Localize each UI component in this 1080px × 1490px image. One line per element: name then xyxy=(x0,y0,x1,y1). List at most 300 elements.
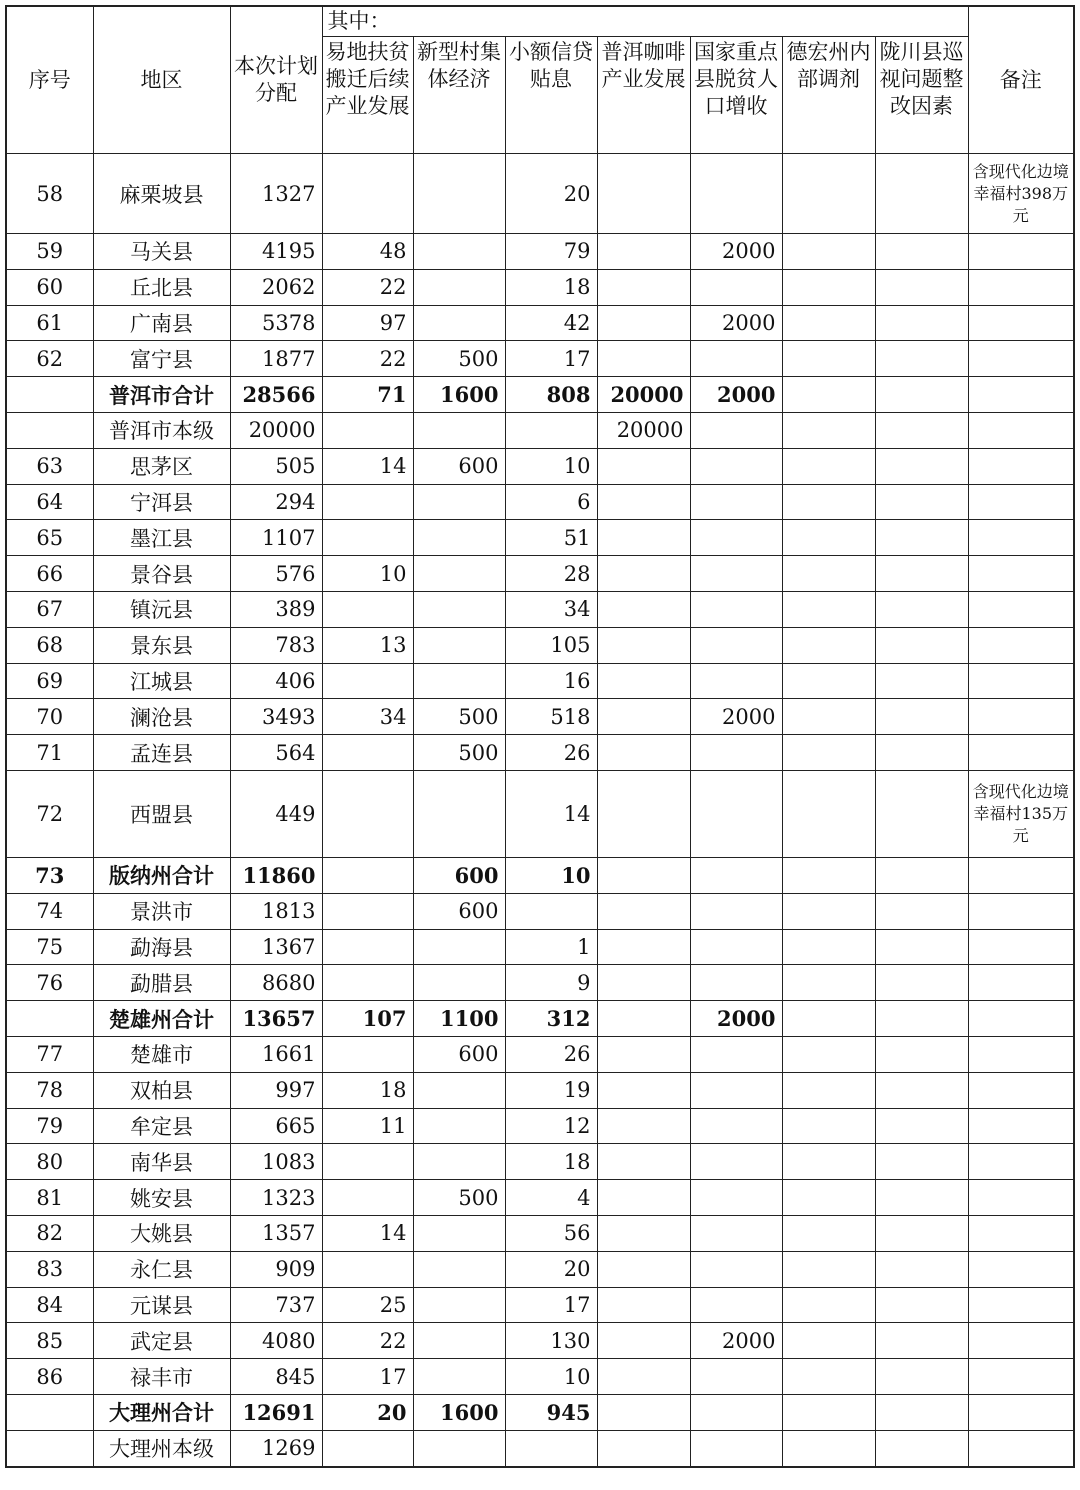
cell-total: 1269 xyxy=(230,1430,322,1466)
cell-seq: 85 xyxy=(6,1323,93,1359)
cell-relocation xyxy=(322,154,413,234)
cell-microcredit: 18 xyxy=(505,269,597,305)
cell-remark xyxy=(968,341,1074,377)
cell-total: 909 xyxy=(230,1251,322,1287)
cell-remark xyxy=(968,305,1074,341)
cell-total: 1083 xyxy=(230,1144,322,1180)
cell-remark xyxy=(968,484,1074,520)
cell-relocation xyxy=(322,1251,413,1287)
cell-microcredit: 1 xyxy=(505,929,597,965)
cell-seq: 84 xyxy=(6,1287,93,1323)
cell-relocation xyxy=(322,929,413,965)
cell-collective xyxy=(413,1108,505,1144)
cell-longchuan xyxy=(875,234,968,270)
cell-remark xyxy=(968,965,1074,1001)
header-dehong-adjust: 德宏州内部调剂 xyxy=(782,37,875,154)
cell-dehong xyxy=(782,341,875,377)
cell-microcredit: 20 xyxy=(505,1251,597,1287)
cell-total: 1323 xyxy=(230,1180,322,1216)
cell-coffee xyxy=(597,663,690,699)
cell-longchuan xyxy=(875,663,968,699)
cell-microcredit: 17 xyxy=(505,1287,597,1323)
cell-longchuan xyxy=(875,1108,968,1144)
cell-key-county xyxy=(690,1359,782,1395)
cell-region: 楚雄州合计 xyxy=(93,1001,230,1037)
cell-longchuan xyxy=(875,1180,968,1216)
cell-collective xyxy=(413,965,505,1001)
cell-collective xyxy=(413,1430,505,1466)
header-key-county-income: 国家重点县脱贫人口增收 xyxy=(690,37,782,154)
cell-microcredit xyxy=(505,412,597,448)
cell-coffee xyxy=(597,699,690,735)
cell-relocation xyxy=(322,591,413,627)
cell-key-county: 2000 xyxy=(690,234,782,270)
cell-longchuan xyxy=(875,929,968,965)
cell-seq: 64 xyxy=(6,484,93,520)
cell-total: 1661 xyxy=(230,1036,322,1072)
cell-key-county xyxy=(690,627,782,663)
cell-dehong xyxy=(782,448,875,484)
cell-total: 449 xyxy=(230,770,322,857)
cell-total: 406 xyxy=(230,663,322,699)
cell-remark xyxy=(968,591,1074,627)
cell-total: 294 xyxy=(230,484,322,520)
cell-region: 版纳州合计 xyxy=(93,857,230,893)
cell-total: 3493 xyxy=(230,699,322,735)
cell-key-county xyxy=(690,1036,782,1072)
cell-collective xyxy=(413,412,505,448)
cell-microcredit: 16 xyxy=(505,663,597,699)
cell-relocation: 20 xyxy=(322,1394,413,1430)
cell-total: 1813 xyxy=(230,893,322,929)
cell-collective xyxy=(413,1323,505,1359)
cell-seq: 74 xyxy=(6,893,93,929)
cell-remark xyxy=(968,520,1074,556)
cell-collective: 1600 xyxy=(413,1394,505,1430)
cell-dehong xyxy=(782,1394,875,1430)
cell-dehong xyxy=(782,556,875,592)
table-row xyxy=(6,154,1074,234)
cell-collective: 600 xyxy=(413,1036,505,1072)
cell-longchuan xyxy=(875,591,968,627)
cell-collective: 1100 xyxy=(413,1001,505,1037)
cell-relocation xyxy=(322,663,413,699)
header-microcredit-interest: 小额信贷贴息 xyxy=(505,37,597,154)
table-row xyxy=(6,893,1074,929)
cell-longchuan xyxy=(875,1323,968,1359)
cell-coffee xyxy=(597,1180,690,1216)
cell-remark xyxy=(968,1001,1074,1037)
cell-region: 姚安县 xyxy=(93,1180,230,1216)
cell-total: 12691 xyxy=(230,1394,322,1430)
cell-seq: 60 xyxy=(6,269,93,305)
cell-seq: 80 xyxy=(6,1144,93,1180)
table-row xyxy=(6,1001,1074,1037)
cell-key-county xyxy=(690,735,782,771)
table-row xyxy=(6,412,1074,448)
cell-remark xyxy=(968,1394,1074,1430)
cell-seq xyxy=(6,377,93,413)
cell-remark xyxy=(968,663,1074,699)
cell-region: 武定县 xyxy=(93,1323,230,1359)
cell-relocation xyxy=(322,735,413,771)
table-row xyxy=(6,929,1074,965)
cell-total: 4195 xyxy=(230,234,322,270)
cell-region: 富宁县 xyxy=(93,341,230,377)
cell-microcredit xyxy=(505,1430,597,1466)
cell-seq xyxy=(6,1394,93,1430)
table-row xyxy=(6,1215,1074,1251)
cell-collective: 600 xyxy=(413,893,505,929)
cell-dehong xyxy=(782,484,875,520)
cell-key-county xyxy=(690,1251,782,1287)
cell-longchuan xyxy=(875,377,968,413)
cell-collective: 600 xyxy=(413,857,505,893)
cell-remark xyxy=(968,699,1074,735)
cell-region: 镇沅县 xyxy=(93,591,230,627)
cell-remark xyxy=(968,1287,1074,1323)
cell-seq: 58 xyxy=(6,154,93,234)
cell-key-county xyxy=(690,770,782,857)
cell-region: 景洪市 xyxy=(93,893,230,929)
cell-collective xyxy=(413,1359,505,1395)
cell-longchuan xyxy=(875,484,968,520)
cell-key-county xyxy=(690,484,782,520)
cell-key-county xyxy=(690,591,782,627)
cell-collective xyxy=(413,591,505,627)
cell-key-county xyxy=(690,1430,782,1466)
cell-key-county xyxy=(690,1180,782,1216)
cell-seq: 83 xyxy=(6,1251,93,1287)
cell-seq: 78 xyxy=(6,1072,93,1108)
cell-coffee xyxy=(597,305,690,341)
cell-microcredit: 312 xyxy=(505,1001,597,1037)
cell-key-county xyxy=(690,520,782,556)
cell-relocation xyxy=(322,770,413,857)
cell-region: 马关县 xyxy=(93,234,230,270)
cell-remark xyxy=(968,735,1074,771)
cell-coffee xyxy=(597,484,690,520)
cell-coffee xyxy=(597,341,690,377)
table-row xyxy=(6,770,1074,857)
cell-remark xyxy=(968,1251,1074,1287)
header-among: 其中： xyxy=(322,6,968,37)
cell-dehong xyxy=(782,234,875,270)
cell-key-county xyxy=(690,412,782,448)
cell-microcredit: 79 xyxy=(505,234,597,270)
header-region: 地区 xyxy=(93,6,230,154)
header-village-collective: 新型村集体经济 xyxy=(413,37,505,154)
cell-dehong xyxy=(782,1215,875,1251)
cell-remark xyxy=(968,893,1074,929)
cell-total: 1367 xyxy=(230,929,322,965)
cell-longchuan xyxy=(875,412,968,448)
cell-relocation xyxy=(322,412,413,448)
cell-longchuan xyxy=(875,1215,968,1251)
table-row xyxy=(6,377,1074,413)
cell-seq: 86 xyxy=(6,1359,93,1395)
cell-remark xyxy=(968,269,1074,305)
cell-key-county xyxy=(690,1287,782,1323)
cell-longchuan xyxy=(875,154,968,234)
cell-key-county: 2000 xyxy=(690,305,782,341)
cell-seq: 79 xyxy=(6,1108,93,1144)
cell-relocation: 10 xyxy=(322,556,413,592)
cell-coffee xyxy=(597,1251,690,1287)
cell-microcredit: 945 xyxy=(505,1394,597,1430)
cell-total: 20000 xyxy=(230,412,322,448)
cell-dehong xyxy=(782,663,875,699)
table-row xyxy=(6,305,1074,341)
cell-collective xyxy=(413,234,505,270)
cell-total: 5378 xyxy=(230,305,322,341)
table-row xyxy=(6,1323,1074,1359)
cell-microcredit: 105 xyxy=(505,627,597,663)
cell-relocation: 14 xyxy=(322,1215,413,1251)
table-row xyxy=(6,591,1074,627)
cell-remark xyxy=(968,1359,1074,1395)
cell-seq: 82 xyxy=(6,1215,93,1251)
cell-total: 1877 xyxy=(230,341,322,377)
cell-longchuan xyxy=(875,770,968,857)
cell-total: 665 xyxy=(230,1108,322,1144)
cell-microcredit: 26 xyxy=(505,1036,597,1072)
cell-remark xyxy=(968,1430,1074,1466)
cell-collective xyxy=(413,484,505,520)
cell-collective xyxy=(413,520,505,556)
cell-microcredit: 4 xyxy=(505,1180,597,1216)
cell-coffee xyxy=(597,1036,690,1072)
cell-collective: 500 xyxy=(413,699,505,735)
cell-longchuan xyxy=(875,965,968,1001)
table-row xyxy=(6,663,1074,699)
cell-longchuan xyxy=(875,699,968,735)
cell-seq: 71 xyxy=(6,735,93,771)
cell-dehong xyxy=(782,591,875,627)
table-row xyxy=(6,699,1074,735)
cell-key-county xyxy=(690,1072,782,1108)
cell-longchuan xyxy=(875,1251,968,1287)
table-row xyxy=(6,857,1074,893)
cell-microcredit: 51 xyxy=(505,520,597,556)
cell-coffee xyxy=(597,929,690,965)
cell-coffee xyxy=(597,1430,690,1466)
cell-microcredit: 808 xyxy=(505,377,597,413)
cell-relocation: 13 xyxy=(322,627,413,663)
cell-region: 大理州合计 xyxy=(93,1394,230,1430)
cell-relocation xyxy=(322,965,413,1001)
cell-remark xyxy=(968,1072,1074,1108)
cell-dehong xyxy=(782,1144,875,1180)
cell-microcredit: 20 xyxy=(505,154,597,234)
cell-key-county xyxy=(690,663,782,699)
cell-dehong xyxy=(782,965,875,1001)
cell-seq xyxy=(6,1430,93,1466)
table-row xyxy=(6,556,1074,592)
cell-collective: 500 xyxy=(413,341,505,377)
cell-relocation xyxy=(322,893,413,929)
cell-key-county xyxy=(690,1144,782,1180)
header-relocation-industry: 易地扶贫搬迁后续产业发展 xyxy=(322,37,413,154)
cell-collective xyxy=(413,1287,505,1323)
cell-total: 783 xyxy=(230,627,322,663)
cell-key-county xyxy=(690,154,782,234)
cell-dehong xyxy=(782,735,875,771)
cell-region: 双柏县 xyxy=(93,1072,230,1108)
cell-region: 大理州本级 xyxy=(93,1430,230,1466)
table-row xyxy=(6,269,1074,305)
cell-region: 永仁县 xyxy=(93,1251,230,1287)
cell-longchuan xyxy=(875,1072,968,1108)
cell-key-county: 2000 xyxy=(690,699,782,735)
cell-region: 牟定县 xyxy=(93,1108,230,1144)
cell-dehong xyxy=(782,929,875,965)
header-allocation: 本次计划分配 xyxy=(230,6,322,154)
cell-key-county: 2000 xyxy=(690,377,782,413)
cell-relocation xyxy=(322,857,413,893)
table-row xyxy=(6,1394,1074,1430)
cell-relocation: 107 xyxy=(322,1001,413,1037)
cell-relocation: 14 xyxy=(322,448,413,484)
cell-region: 麻栗坡县 xyxy=(93,154,230,234)
cell-collective xyxy=(413,1215,505,1251)
table-row xyxy=(6,1072,1074,1108)
cell-remark xyxy=(968,929,1074,965)
cell-region: 澜沧县 xyxy=(93,699,230,735)
cell-dehong xyxy=(782,699,875,735)
cell-coffee xyxy=(597,520,690,556)
cell-relocation: 48 xyxy=(322,234,413,270)
cell-relocation: 97 xyxy=(322,305,413,341)
cell-coffee xyxy=(597,1394,690,1430)
cell-relocation xyxy=(322,1430,413,1466)
cell-microcredit: 10 xyxy=(505,1359,597,1395)
cell-region: 景谷县 xyxy=(93,556,230,592)
cell-remark xyxy=(968,234,1074,270)
cell-collective xyxy=(413,556,505,592)
cell-dehong xyxy=(782,377,875,413)
cell-microcredit: 26 xyxy=(505,735,597,771)
cell-seq: 67 xyxy=(6,591,93,627)
cell-seq: 73 xyxy=(6,857,93,893)
cell-microcredit: 42 xyxy=(505,305,597,341)
cell-remark xyxy=(968,627,1074,663)
cell-coffee xyxy=(597,269,690,305)
cell-coffee xyxy=(597,770,690,857)
cell-total: 8680 xyxy=(230,965,322,1001)
table-row xyxy=(6,735,1074,771)
cell-collective: 1600 xyxy=(413,377,505,413)
cell-total: 845 xyxy=(230,1359,322,1395)
cell-coffee: 20000 xyxy=(597,412,690,448)
cell-longchuan xyxy=(875,735,968,771)
table-row xyxy=(6,965,1074,1001)
cell-longchuan xyxy=(875,1001,968,1037)
cell-coffee xyxy=(597,1144,690,1180)
table-row xyxy=(6,1430,1074,1466)
cell-dehong xyxy=(782,1287,875,1323)
cell-dehong xyxy=(782,412,875,448)
cell-microcredit: 28 xyxy=(505,556,597,592)
cell-dehong xyxy=(782,1180,875,1216)
cell-total: 564 xyxy=(230,735,322,771)
cell-longchuan xyxy=(875,1359,968,1395)
cell-key-county xyxy=(690,965,782,1001)
cell-dehong xyxy=(782,627,875,663)
cell-dehong xyxy=(782,305,875,341)
cell-remark: 含现代化边境幸福村135万元 xyxy=(968,770,1074,857)
cell-total: 1357 xyxy=(230,1215,322,1251)
cell-seq: 63 xyxy=(6,448,93,484)
cell-microcredit: 9 xyxy=(505,965,597,1001)
cell-region: 勐腊县 xyxy=(93,965,230,1001)
cell-region: 普洱市合计 xyxy=(93,377,230,413)
cell-collective xyxy=(413,627,505,663)
table-row xyxy=(6,1108,1074,1144)
cell-coffee xyxy=(597,234,690,270)
cell-relocation: 18 xyxy=(322,1072,413,1108)
cell-seq xyxy=(6,1001,93,1037)
cell-longchuan xyxy=(875,893,968,929)
cell-dehong xyxy=(782,857,875,893)
cell-remark xyxy=(968,1215,1074,1251)
cell-collective: 600 xyxy=(413,448,505,484)
cell-region: 普洱市本级 xyxy=(93,412,230,448)
cell-dehong xyxy=(782,893,875,929)
cell-key-county: 2000 xyxy=(690,1001,782,1037)
cell-region: 勐海县 xyxy=(93,929,230,965)
cell-total: 11860 xyxy=(230,857,322,893)
cell-microcredit: 6 xyxy=(505,484,597,520)
cell-total: 997 xyxy=(230,1072,322,1108)
cell-dehong xyxy=(782,1359,875,1395)
cell-coffee xyxy=(597,154,690,234)
cell-collective xyxy=(413,663,505,699)
table-row xyxy=(6,484,1074,520)
cell-microcredit: 12 xyxy=(505,1108,597,1144)
cell-collective xyxy=(413,154,505,234)
cell-total: 505 xyxy=(230,448,322,484)
cell-relocation: 25 xyxy=(322,1287,413,1323)
cell-relocation xyxy=(322,484,413,520)
cell-microcredit: 34 xyxy=(505,591,597,627)
cell-coffee xyxy=(597,556,690,592)
cell-relocation xyxy=(322,1144,413,1180)
cell-seq: 76 xyxy=(6,965,93,1001)
cell-total: 737 xyxy=(230,1287,322,1323)
cell-microcredit: 10 xyxy=(505,857,597,893)
cell-region: 元谋县 xyxy=(93,1287,230,1323)
cell-dehong xyxy=(782,1323,875,1359)
cell-key-county xyxy=(690,929,782,965)
cell-seq: 61 xyxy=(6,305,93,341)
allocation-table xyxy=(5,5,1075,1468)
cell-coffee xyxy=(597,1323,690,1359)
cell-remark xyxy=(968,1323,1074,1359)
cell-relocation: 22 xyxy=(322,269,413,305)
table-row xyxy=(6,1251,1074,1287)
cell-key-county xyxy=(690,857,782,893)
cell-microcredit: 14 xyxy=(505,770,597,857)
cell-microcredit: 19 xyxy=(505,1072,597,1108)
cell-region: 楚雄市 xyxy=(93,1036,230,1072)
table-row xyxy=(6,1287,1074,1323)
cell-dehong xyxy=(782,1430,875,1466)
cell-relocation: 17 xyxy=(322,1359,413,1395)
cell-relocation: 34 xyxy=(322,699,413,735)
cell-remark xyxy=(968,377,1074,413)
cell-total: 28566 xyxy=(230,377,322,413)
